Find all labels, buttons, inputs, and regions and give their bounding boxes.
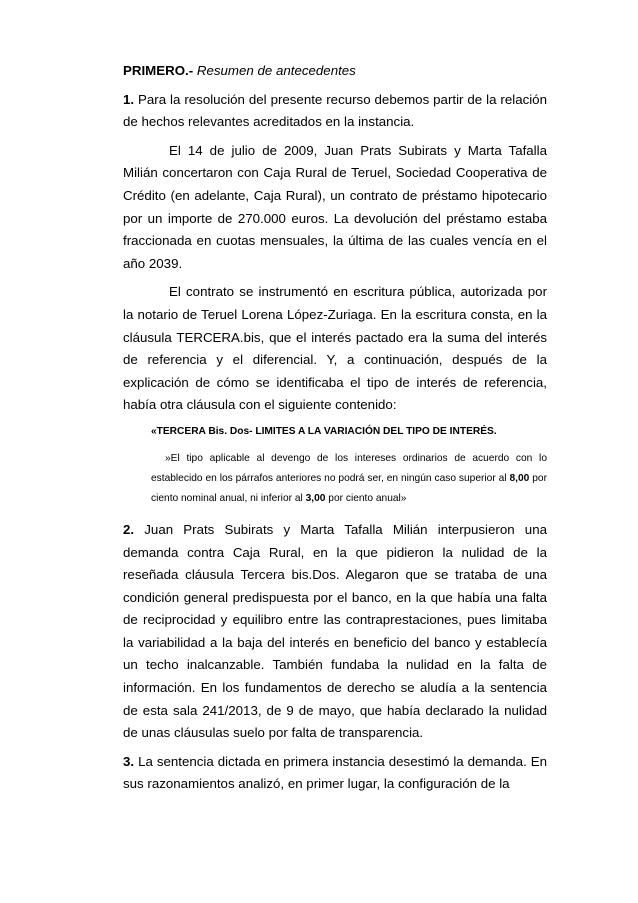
document-page [123, 60, 547, 802]
paragraph-3 [123, 751, 547, 796]
upper-limit-value: 8,00 [509, 472, 530, 484]
paragraph-number-2: 2. [123, 521, 135, 537]
paragraph-deed: El contrato se instrumentó en escritura pública, autorizada por la notario de Teruel Lorena López-Zuriaga. En la escritura consta, en la cláusula TERCERA.bis, que el interés pactado era la suma del interés de referencia y el diferencial. Y, a continuación, después de la explicación de cómo se identificaba el tipo de interés de referencia, había otra cláusula con el siguiente contenido: [123, 284, 547, 413]
quoted-clause-start: »El tipo aplicable al devengo de los intereses ordinarios de acuerdo con lo establecido en los párrafos anteriores no podrá ser, en ningún caso superior al [151, 452, 547, 484]
quoted-clause-mid: por ciento nominal anual, ni inferior al [151, 472, 547, 504]
heading-title: Resumen de antecedentes [196, 63, 356, 78]
paragraph-number-3: 3. [123, 753, 135, 769]
lower-limit-value: 3,00 [305, 492, 326, 504]
paragraph-2-text: Juan Prats Subirats y Marta Tafalla Milián interpusieron una demanda contra Caja Rural, en la que pidieron la nulidad de la reseñada cláusula Tercera bis.Dos. Alegaron que se trataba de una condición general predispuesta por el banco, en la que había una falta de reciprocidad y equilibro entre las contraprestaciones, pues limitaba la variabilidad a la baja del interés en beneficio del banco y establecía un techo inalcanzable. También fundaba la nulidad en la falta de información. En los fundamentos de derecho se aludía a la sentencia de esta sala 241/2013, de 9 de mayo, que había declarado la nulidad de unas cláusulas suelo por falta de transparencia. [123, 521, 547, 741]
paragraph-3-text: La sentencia dictada en primera instancia desestimó la demanda. En sus razonamientos analizó, en primer lugar, la configuración de la [123, 753, 547, 792]
quoted-clause-title: «TERCERA Bis. Dos- LIMITES A LA VARIACIÓN DEL TIPO DE INTERÉS. [151, 425, 497, 437]
heading-label: PRIMERO.- [123, 63, 194, 78]
quoted-clause-body [151, 449, 547, 509]
quoted-clause-end: por ciento anual» [328, 492, 407, 504]
paragraph-1 [123, 89, 547, 134]
section-heading [123, 60, 547, 83]
paragraph-2 [123, 519, 547, 745]
paragraph-1-text: Para la resolución del presente recurso debemos partir de la relación de hechos relevantes acreditados en la instancia. [123, 91, 547, 130]
paragraph-number-1: 1. [123, 91, 135, 107]
paragraph-contract: El 14 de julio de 2009, Juan Prats Subirats y Marta Tafalla Milián concertaron con Caja Rural de Teruel, Sociedad Cooperativa de Crédito (en adelante, Caja Rural), un contrato de préstamo hipotecario por un importe de 270.000 euros. La devolución del préstamo estaba fraccionada en cuotas mensuales, la última de las cuales vencía en el año 2039. [123, 142, 547, 271]
